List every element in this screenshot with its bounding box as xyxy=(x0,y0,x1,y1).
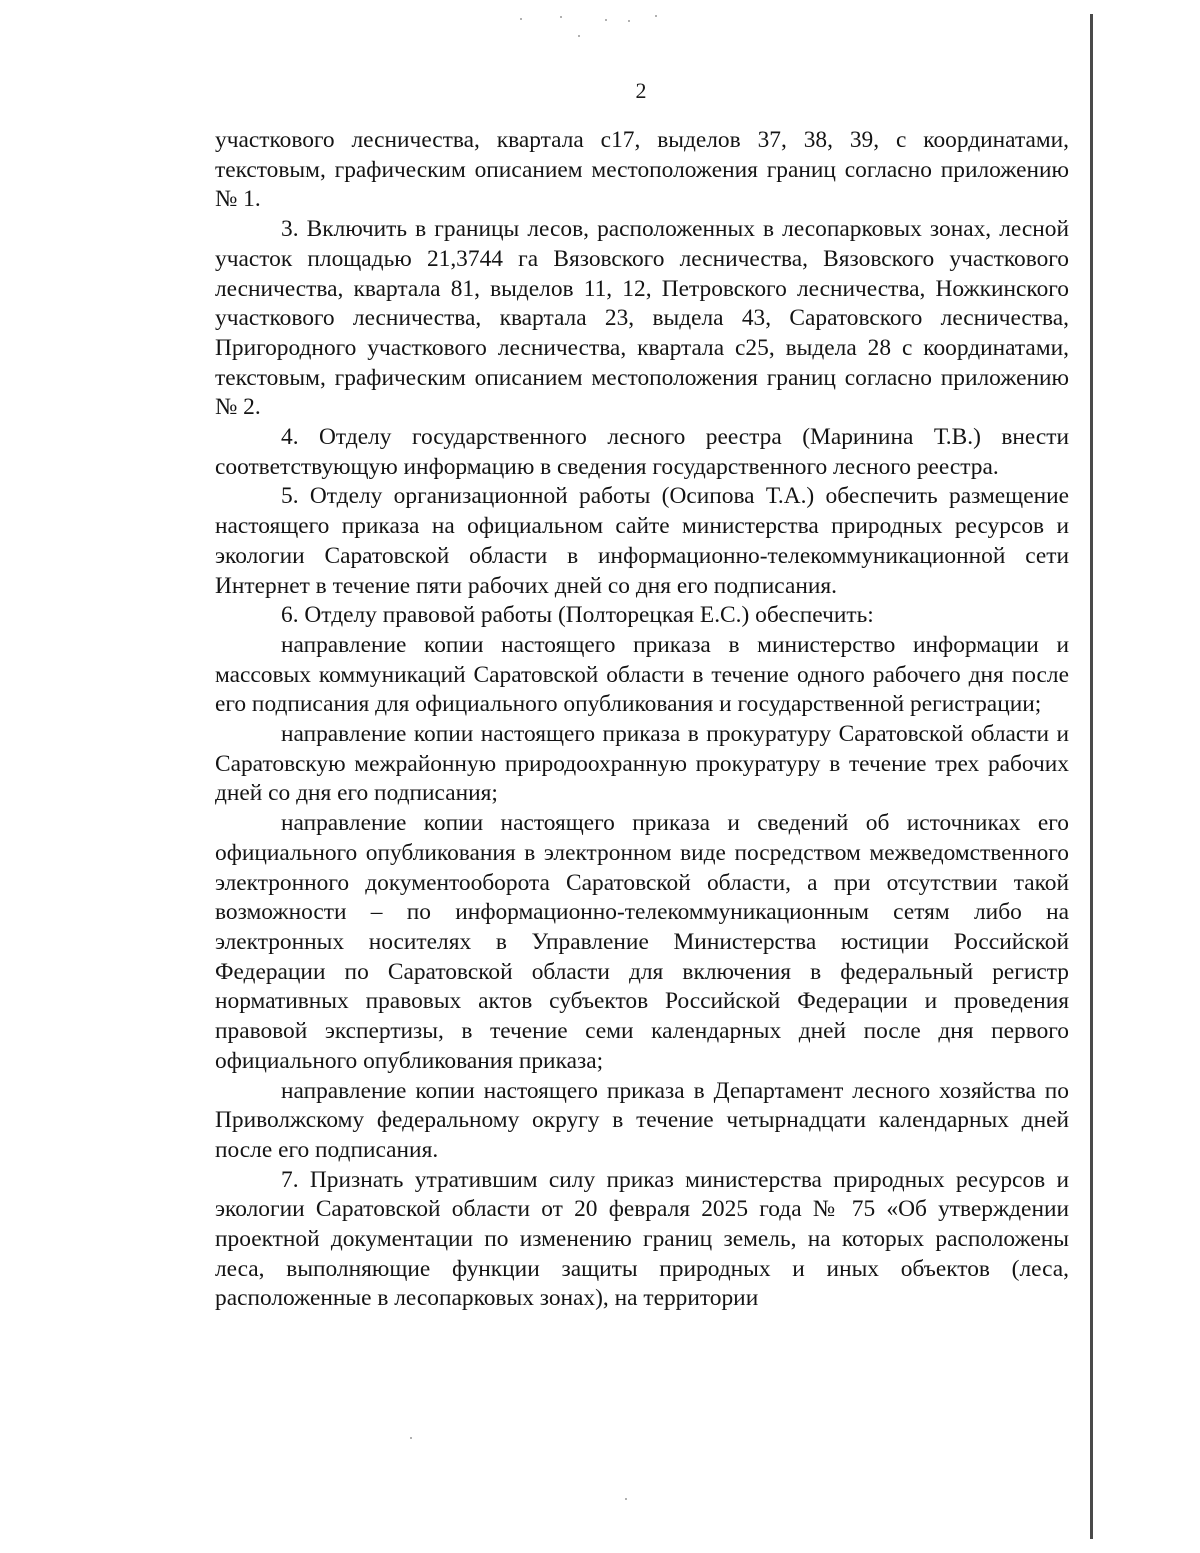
paragraph-continuation: участкового лесничества, квартала с17, выделов 37, 38, 39, с координатами, текстовым, графическим описанием местоположения границ согласно приложению № 1. xyxy=(215,127,1069,213)
document-body xyxy=(215,126,1069,1314)
page-number: 2 xyxy=(635,78,647,103)
paragraph-item-6: 6. Отделу правовой работы (Полторецкая Е.С.) обеспечить: xyxy=(281,602,874,629)
paragraph-item-5: 5. Отделу организационной работы (Осипова Т.А.) обеспечить размещение настоящего приказа на официальном сайте министерства природных ресурсов и экологии Саратовской области в информационно-телекоммуникационной сети Интернет в течение пяти рабочих дней со дня его подписания. xyxy=(215,483,1069,599)
paragraph-item-6-sub-3: направление копии настоящего приказа и сведений об источниках его официального опубликования в электронном виде посредством межведомственного электронного документооборота Саратовской области, а при отсутствии такой возможности – по информационно-телекоммуникационным сетям либо на электронных носителях в Управление Министерства юстиции Российской Федерации по Саратовской области для включения в федеральный регистр нормативных правовых актов субъектов Российской Федерации и проведения правовой экспертизы, в течение семи календарных дней после дня первого официального опубликования приказа; xyxy=(215,810,1069,1074)
paragraph-item-6-sub-2: направление копии настоящего приказа в прокуратуру Саратовской области и Саратовскую межрайонную природоохранную прокуратуру в течение трех рабочих дней со дня его подписания; xyxy=(215,721,1069,807)
paragraph-item-6-sub-4: направление копии настоящего приказа в Департамент лесного хозяйства по Приволжскому федеральному округу в течение четырнадцати календарных дней после его подписания. xyxy=(215,1077,1069,1163)
paragraph-item-7: 7. Признать утратившим силу приказ министерства природных ресурсов и экологии Саратовской области от 20 февраля 2025 года № 75 «Об утверждении проектной документации по изменению границ земель, на которых расположены леса, выполняющие функции защиты природных и иных объектов (леса, расположенные в лесопарковых зонах), на территории xyxy=(215,1166,1069,1312)
paragraph-item-3: 3. Включить в границы лесов, расположенных в лесопарковых зонах, лесной участок площадью 21,3744 га Вязовского лесничества, Вязовского участкового лесничества, квартала 81, выделов 11, 12, Петровского лесничества, Ножкинского участкового лесничества, квартала 23, выдела 43, Саратовского лесничества, Пригородного участкового лесничества, квартала с25, выдела 28 с координатами, текстовым, графическим описанием местоположения границ согласно приложению № 2. xyxy=(215,216,1069,421)
scan-edge-line xyxy=(1090,14,1093,1539)
paragraph-item-4: 4. Отделу государственного лесного реестра (Маринина Т.В.) внести соответствующую информацию в сведения государственного лесного реестра. xyxy=(215,424,1069,480)
paragraph-item-6-sub-1: направление копии настоящего приказа в министерство информации и массовых коммуникаций Саратовской области в течение одного рабочего дня после его подписания для официального опубликования и государственной регистрации; xyxy=(215,631,1069,718)
